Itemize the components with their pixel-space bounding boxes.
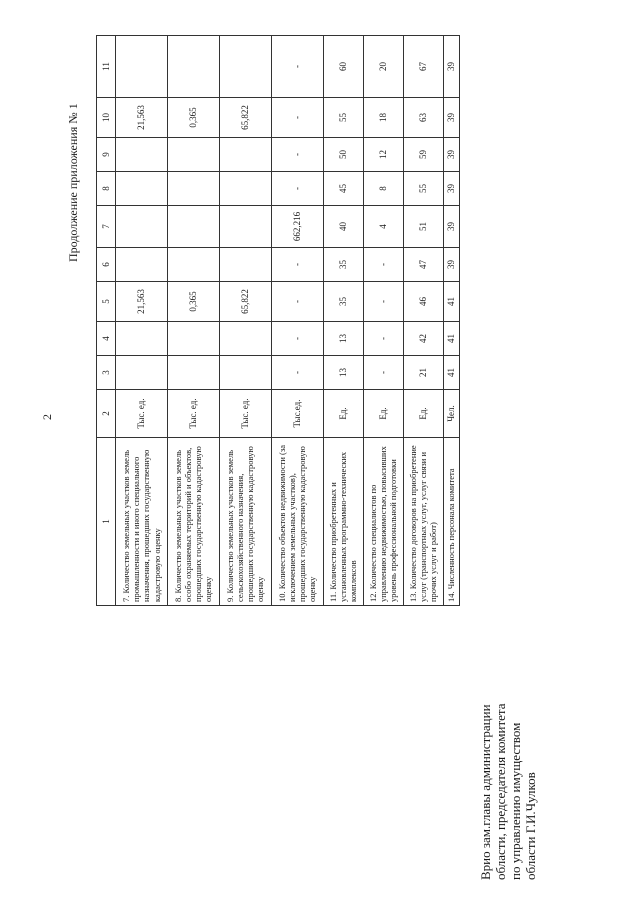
table-row bbox=[323, 36, 363, 606]
value-cell: - bbox=[363, 356, 403, 390]
header-cell: 1 bbox=[97, 438, 116, 606]
value-cell: 4 bbox=[363, 206, 403, 248]
value-cell bbox=[116, 322, 168, 356]
header-cell: 3 bbox=[97, 356, 116, 390]
value-cell: 67 bbox=[403, 36, 443, 98]
value-cell bbox=[167, 138, 219, 172]
indicator-name-cell: 8. Количество земельных участков земель особо охраняемых территорий и объектов, прошедших государственную кадастровую оценку bbox=[167, 438, 219, 606]
value-cell: 63 bbox=[403, 98, 443, 138]
unit-cell: Ед. bbox=[403, 390, 443, 438]
value-cell: 21,563 bbox=[116, 98, 168, 138]
value-cell: 47 bbox=[403, 248, 443, 282]
value-cell: - bbox=[271, 322, 323, 356]
unit-cell: Тыс. ед. bbox=[167, 390, 219, 438]
unit-cell: Тыс. ед. bbox=[116, 390, 168, 438]
value-cell: - bbox=[363, 282, 403, 322]
value-cell bbox=[219, 172, 271, 206]
value-cell: 39 bbox=[443, 172, 460, 206]
value-cell: 65,822 bbox=[219, 98, 271, 138]
value-cell: 39 bbox=[443, 248, 460, 282]
value-cell: 41 bbox=[443, 282, 460, 322]
header-cell: 9 bbox=[97, 138, 116, 172]
signature-block bbox=[478, 580, 538, 880]
value-cell: - bbox=[271, 356, 323, 390]
signature-line: Врио зам.главы администрации bbox=[478, 704, 493, 880]
table-header-row bbox=[97, 36, 116, 606]
value-cell bbox=[116, 138, 168, 172]
value-cell bbox=[167, 322, 219, 356]
table-row bbox=[403, 36, 443, 606]
value-cell: 13 bbox=[323, 356, 363, 390]
table-row bbox=[116, 36, 168, 606]
unit-cell: Ед. bbox=[323, 390, 363, 438]
value-cell bbox=[167, 356, 219, 390]
value-cell: 35 bbox=[323, 248, 363, 282]
header-cell: 4 bbox=[97, 322, 116, 356]
signature-line: области, председателя комитета bbox=[493, 703, 508, 880]
value-cell: 60 bbox=[323, 36, 363, 98]
table-row bbox=[443, 36, 460, 606]
value-cell: 21 bbox=[403, 356, 443, 390]
value-cell bbox=[219, 248, 271, 282]
value-cell: 662,216 bbox=[271, 206, 323, 248]
value-cell: 65,822 bbox=[219, 282, 271, 322]
value-cell: 18 bbox=[363, 98, 403, 138]
header-cell: 8 bbox=[97, 172, 116, 206]
value-cell bbox=[167, 248, 219, 282]
value-cell: 0,365 bbox=[167, 98, 219, 138]
unit-cell: Тыс.ед. bbox=[271, 390, 323, 438]
value-cell: 39 bbox=[443, 36, 460, 98]
value-cell: 41 bbox=[443, 322, 460, 356]
value-cell: 13 bbox=[323, 322, 363, 356]
appendix-continuation-label: Продолжение приложения № 1 bbox=[66, 103, 80, 262]
value-cell: - bbox=[271, 36, 323, 98]
value-cell: 51 bbox=[403, 206, 443, 248]
value-cell: - bbox=[271, 138, 323, 172]
value-cell: 55 bbox=[403, 172, 443, 206]
value-cell bbox=[219, 356, 271, 390]
value-cell: - bbox=[271, 282, 323, 322]
value-cell: 20 bbox=[363, 36, 403, 98]
value-cell: 40 bbox=[323, 206, 363, 248]
value-cell: - bbox=[271, 248, 323, 282]
header-cell: 11 bbox=[97, 36, 116, 98]
indicators-table-wrapper bbox=[96, 36, 460, 606]
header-cell: 5 bbox=[97, 282, 116, 322]
value-cell: 41 bbox=[443, 356, 460, 390]
value-cell bbox=[167, 172, 219, 206]
value-cell bbox=[116, 248, 168, 282]
indicator-name-cell: 11. Количество приобретенных и установленных программно-технических комплексов bbox=[323, 438, 363, 606]
indicator-name-cell: 14. Численность персонала комитета bbox=[443, 438, 460, 606]
value-cell: 35 bbox=[323, 282, 363, 322]
unit-cell: Ед. bbox=[363, 390, 403, 438]
value-cell bbox=[116, 356, 168, 390]
value-cell bbox=[116, 172, 168, 206]
value-cell: 59 bbox=[403, 138, 443, 172]
value-cell: - bbox=[271, 172, 323, 206]
value-cell bbox=[167, 36, 219, 98]
signature-line: по управлению имуществом bbox=[508, 722, 523, 880]
value-cell bbox=[219, 322, 271, 356]
table-row bbox=[167, 36, 219, 606]
page-number: 2 bbox=[40, 414, 54, 420]
value-cell bbox=[219, 206, 271, 248]
indicator-name-cell: 7. Количество земельных участков земель промышленности и иного специального назначения, прошедших государственную кадастровую оценку bbox=[116, 438, 168, 606]
header-cell: 7 bbox=[97, 206, 116, 248]
unit-cell: Чел. bbox=[443, 390, 460, 438]
value-cell: 39 bbox=[443, 138, 460, 172]
value-cell: 12 bbox=[363, 138, 403, 172]
value-cell: 21,563 bbox=[116, 282, 168, 322]
value-cell: - bbox=[363, 322, 403, 356]
value-cell: 55 bbox=[323, 98, 363, 138]
table-row bbox=[271, 36, 323, 606]
value-cell: 46 bbox=[403, 282, 443, 322]
table-row bbox=[363, 36, 403, 606]
header-cell: 2 bbox=[97, 390, 116, 438]
value-cell: 50 bbox=[323, 138, 363, 172]
indicator-name-cell: 13. Количество договоров на приобретение услуг (транспортных услуг, услуг связи и прочих услуг и работ) bbox=[403, 438, 443, 606]
indicator-name-cell: 12. Количество специалистов по управлению недвижимостью, повысивших уровень профессиональной подготовки bbox=[363, 438, 403, 606]
indicator-name-cell: 10. Количество объектов недвижимости (за исключением земельных участков), прошедших государственную кадастровую оценку bbox=[271, 438, 323, 606]
signature-line: области Г.И.Чулков bbox=[523, 772, 538, 880]
value-cell: - bbox=[363, 248, 403, 282]
unit-cell: Тыс. ед. bbox=[219, 390, 271, 438]
indicator-name-cell: 9. Количество земельных участков земель сельскохозяйственного назначения, прошедших государственную кадастровую оценку bbox=[219, 438, 271, 606]
value-cell: - bbox=[271, 98, 323, 138]
value-cell: 39 bbox=[443, 98, 460, 138]
value-cell: 8 bbox=[363, 172, 403, 206]
value-cell: 45 bbox=[323, 172, 363, 206]
value-cell bbox=[167, 206, 219, 248]
value-cell bbox=[116, 206, 168, 248]
value-cell: 39 bbox=[443, 206, 460, 248]
value-cell bbox=[219, 36, 271, 98]
value-cell bbox=[219, 138, 271, 172]
header-cell: 10 bbox=[97, 98, 116, 138]
value-cell: 0,365 bbox=[167, 282, 219, 322]
table-row bbox=[219, 36, 271, 606]
header-cell: 6 bbox=[97, 248, 116, 282]
value-cell bbox=[116, 36, 168, 98]
value-cell: 42 bbox=[403, 322, 443, 356]
indicators-table bbox=[96, 35, 460, 606]
